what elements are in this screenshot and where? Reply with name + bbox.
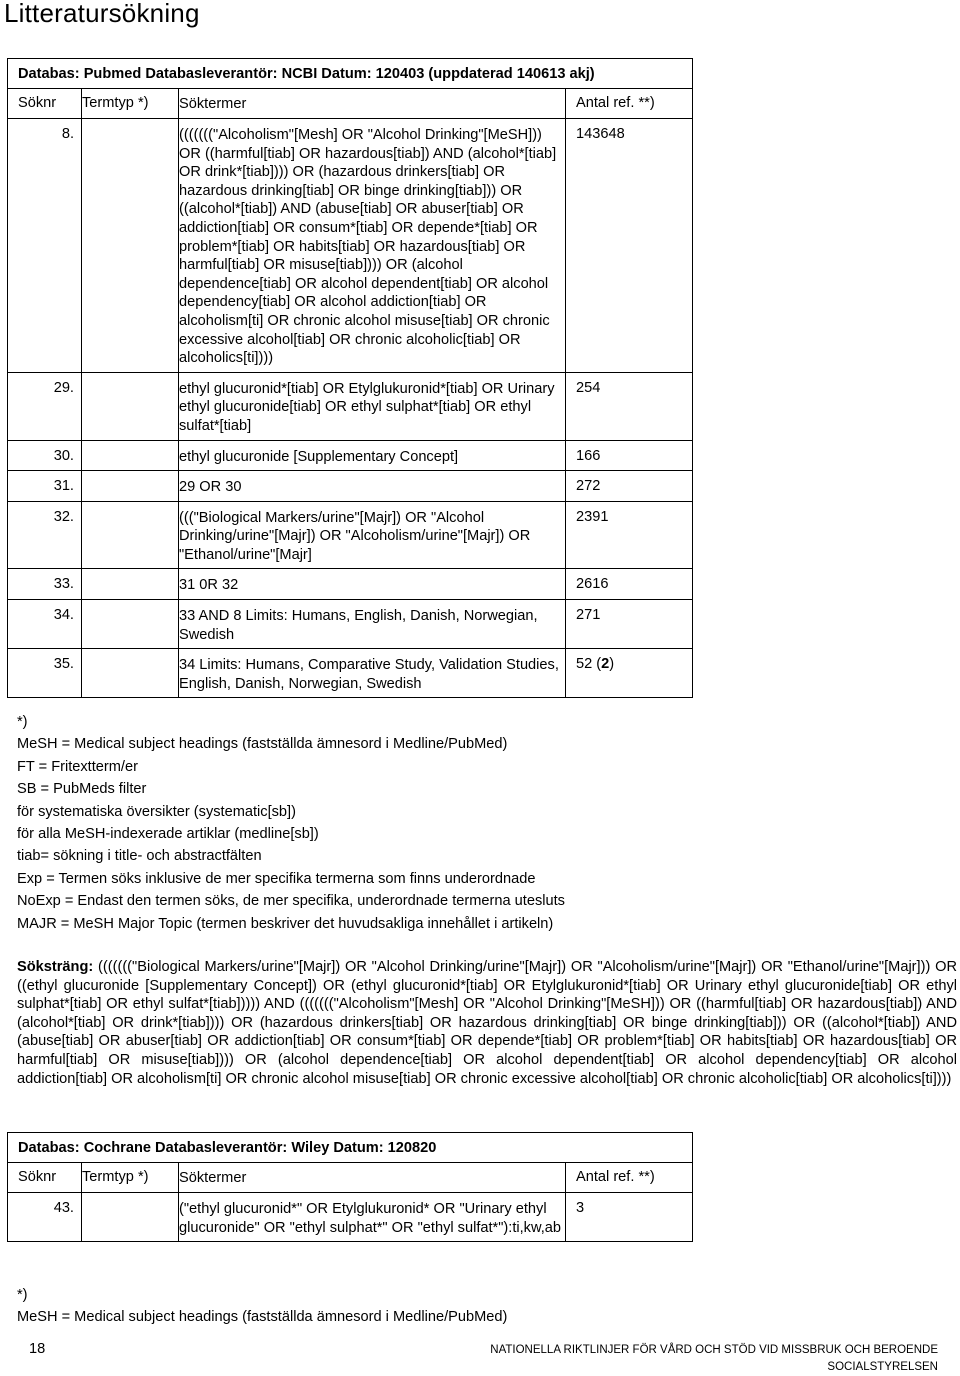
- abbreviation-notes: [17, 711, 565, 935]
- table-row: [8, 440, 693, 471]
- note-line: MeSH = Medical subject headings (fastställda ämnesord i Medline/PubMed): [17, 736, 508, 753]
- result-count: 166: [566, 440, 693, 471]
- search-terms: ("ethyl glucuronid*" OR Etylglukuronid* OR "Urinary ethyl glucuronide" OR "ethyl sulphat*" OR "ethyl sulfat*"):ti,kw,ab: [179, 1193, 566, 1242]
- term-type: [82, 600, 179, 649]
- term-type: [82, 501, 179, 569]
- note-line: FT = Fritextterm/er: [17, 758, 138, 775]
- pubmed-database-header: Databas: Pubmed Databasleverantör: NCBI Datum: 120403 (uppdaterad 140613 akj): [8, 59, 693, 89]
- search-terms: 29 OR 30: [179, 471, 566, 502]
- column-header-nr: Söknr: [8, 1163, 82, 1193]
- note-line: tiab= sökning i title- och abstractfälten: [17, 848, 262, 865]
- search-nr: 43.: [8, 1193, 82, 1242]
- pubmed-column-header-row: [8, 89, 693, 119]
- result-count: 3: [566, 1193, 693, 1242]
- term-type: [82, 471, 179, 502]
- note-line: MAJR = MeSH Major Topic (termen beskriver det huvudsakliga innehållet i artikeln): [17, 915, 554, 932]
- term-type: [82, 119, 179, 373]
- cochrane-search-table: [7, 1132, 693, 1242]
- search-nr: 32.: [8, 501, 82, 569]
- column-header-nr: Söknr: [8, 89, 82, 119]
- footer-publisher: [490, 1342, 938, 1376]
- page-number: 18: [29, 1341, 46, 1357]
- search-string-text: ((((((("Biological Markers/urine"[Majr]) OR "Alcohol Drinking/urine"[Majr]) OR "Alcoholism/urine"[Majr]) OR "Ethanol/urine"[Majr])) OR ((ethyl glucuronide [Supplementary Concept]) OR (ethyl glucuronid*[tiab] OR Etylglukuronid*[tiab] OR Urinary ethyl glucuronide[tiab] OR ethyl sulphat*[tiab] OR ethyl sulfat*[tiab])))) AND ((((((("Alcoholism"[Mesh] OR "Alcohol Drinking"[MeSH])) OR ((harmful[tiab] OR hazardous[tiab]) AND (alcohol*[tiab] OR drink*[tiab]))) OR (hazardous drinkers[tiab] OR hazardous drinking[tiab] OR binge drinking[tiab])) OR ((alcohol*[tiab]) AND (abuse[tiab] OR abuser[tiab] OR addiction[tiab] OR consum*[tiab] OR depende*[tiab] OR problem*[tiab] OR habits[tiab] OR hazardous[tiab] OR harmful[tiab] OR misuse[tiab]))) OR (alcohol dependence[tiab] OR alcohol dependent[tiab] OR alcohol dependency[tiab] OR alcohol addiction[tiab] OR alcoholism[ti] OR chronic alcohol misuse[tiab] OR chronic excessive alcohol[tiab] OR chronic alcoholic[tiab] OR alcoholics[ti]))): [17, 959, 957, 1087]
- note-line: SB = PubMeds filter: [17, 781, 147, 798]
- result-count: 2391: [566, 501, 693, 569]
- table-row: [8, 649, 693, 698]
- cochrane-database-header: Databas: Cochrane Databasleverantör: Wiley Datum: 120820: [8, 1133, 693, 1163]
- table-row: [8, 569, 693, 600]
- search-terms: ethyl glucuronid*[tiab] OR Etylglukuronid*[tiab] OR Urinary ethyl glucuronide[tiab] OR ethyl sulphat*[tiab] OR ethyl sulfat*[tiab]: [179, 372, 566, 440]
- result-count: 254: [566, 372, 693, 440]
- result-count: [566, 649, 693, 698]
- column-header-count: Antal ref. **): [566, 1163, 693, 1193]
- column-header-count: Antal ref. **): [566, 89, 693, 119]
- search-terms: ((((((("Alcoholism"[Mesh] OR "Alcohol Drinking"[MeSH])) OR ((harmful[tiab] OR hazardous[tiab]) AND (alcohol*[tiab] OR drink*[tiab]))) OR (hazardous drinkers[tiab] OR hazardous drinking[tiab] OR binge drinking[tiab])) OR ((alcohol*[tiab]) AND (abuse[tiab] OR abuser[tiab] OR addiction[tiab] OR consum*[tiab] OR depende*[tiab] OR problem*[tiab] OR habits[tiab] OR hazardous[tiab] OR harmful[tiab] OR misuse[tiab]))) OR (alcohol dependence[tiab] OR alcohol dependent[tiab] OR alcohol dependency[tiab] OR alcohol addiction[tiab] OR alcoholism[ti] OR chronic alcohol misuse[tiab] OR chronic excessive alcohol[tiab] OR chronic alcoholic[tiab] OR alcoholics[ti]))): [179, 119, 566, 373]
- search-nr: 31.: [8, 471, 82, 502]
- search-nr: 33.: [8, 569, 82, 600]
- table-row: [8, 1193, 693, 1242]
- column-header-type: Termtyp *): [82, 1163, 179, 1193]
- result-count: 143648: [566, 119, 693, 373]
- pubmed-search-table: [7, 58, 693, 698]
- result-count: 272: [566, 471, 693, 502]
- table-row: [8, 471, 693, 502]
- table-row: [8, 501, 693, 569]
- result-count-prefix: 52 (: [576, 656, 602, 673]
- term-type: [82, 569, 179, 600]
- result-count-suffix: ): [609, 656, 615, 673]
- footer-line-2: SOCIALSTYRELSEN: [827, 1361, 938, 1373]
- term-type: [82, 440, 179, 471]
- result-count: 271: [566, 600, 693, 649]
- note-line: MeSH = Medical subject headings (fastställda ämnesord i Medline/PubMed): [17, 1309, 508, 1326]
- result-count: 2616: [566, 569, 693, 600]
- term-type: [82, 372, 179, 440]
- table-row: [8, 372, 693, 440]
- search-terms: 33 AND 8 Limits: Humans, English, Danish, Norwegian, Swedish: [179, 600, 566, 649]
- search-terms: ethyl glucuronide [Supplementary Concept]: [179, 440, 566, 471]
- column-header-type: Termtyp *): [82, 89, 179, 119]
- note-line: *): [17, 1287, 28, 1303]
- column-header-terms: Söktermer: [179, 89, 566, 119]
- search-terms: ((("Biological Markers/urine"[Majr]) OR "Alcohol Drinking/urine"[Majr]) OR "Alcoholism/urine"[Majr]) OR "Ethanol/urine"[Majr]: [179, 501, 566, 569]
- search-terms: 34 Limits: Humans, Comparative Study, Validation Studies, English, Danish, Norwegian, Swedish: [179, 649, 566, 698]
- search-string: [17, 958, 957, 1088]
- search-string-label: Söksträng:: [17, 959, 94, 975]
- cochrane-column-header-row: [8, 1163, 693, 1193]
- term-type: [82, 1193, 179, 1242]
- abbreviation-notes-2: [17, 1284, 507, 1329]
- footer-line-1: NATIONELLA RIKTLINJER FÖR VÅRD OCH STÖD VID MISSBRUK OCH BEROENDE: [490, 1344, 938, 1356]
- note-line: NoExp = Endast den termen söks, de mer specifika, underordnade termerna utesluts: [17, 893, 565, 910]
- note-line: för alla MeSH-indexerade artiklar (medline[sb]): [17, 826, 319, 843]
- search-nr: 34.: [8, 600, 82, 649]
- column-header-terms: Söktermer: [179, 1163, 566, 1193]
- page-title: Litteratursökning: [4, 0, 200, 28]
- search-nr: 30.: [8, 440, 82, 471]
- result-count-included: 2: [601, 656, 610, 673]
- note-line: *): [17, 714, 28, 730]
- search-nr: 29.: [8, 372, 82, 440]
- term-type: [82, 649, 179, 698]
- search-nr: 8.: [8, 119, 82, 373]
- table-row: [8, 119, 693, 373]
- table-row: [8, 600, 693, 649]
- search-terms: 31 0R 32: [179, 569, 566, 600]
- search-nr: 35.: [8, 649, 82, 698]
- note-line: Exp = Termen söks inklusive de mer specifika termerna som finns underordnade: [17, 870, 536, 887]
- note-line: för systematiska översikter (systematic[sb]): [17, 803, 296, 820]
